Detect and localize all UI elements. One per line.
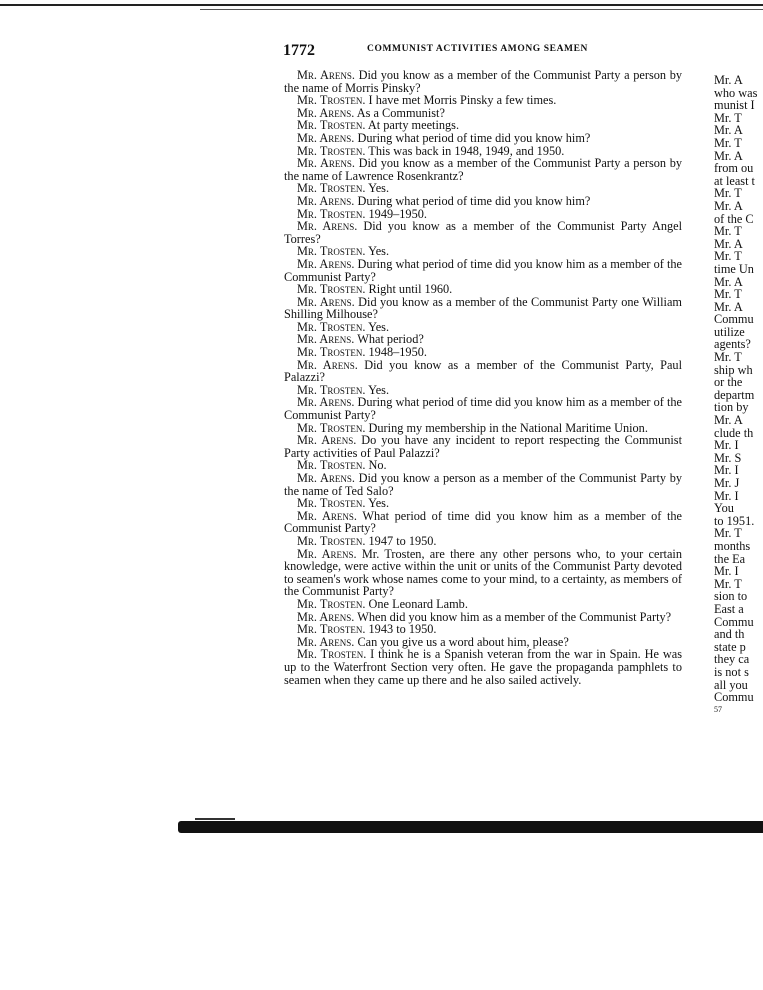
- transcript-paragraph: [284, 548, 682, 598]
- transcript-paragraph: [284, 472, 682, 497]
- speaker-name: Mr. Arens.: [297, 433, 357, 448]
- speaker-name: Mr. Arens.: [297, 156, 355, 171]
- adjacent-page-fragment: [714, 74, 763, 716]
- fragment-line: Mr. T: [714, 110, 742, 125]
- speech-text: Right until 1960.: [365, 282, 453, 297]
- speaker-name: Mr. Trosten.: [297, 533, 366, 548]
- speech-text: Did you know a person as a member of the Communist Party by the name of Ted Salo?: [284, 471, 682, 498]
- speaker-name: Mr. Trosten.: [297, 420, 366, 435]
- speech-text: One Leonard Lamb.: [365, 596, 468, 611]
- transcript-paragraph: [284, 69, 682, 94]
- fragment-line: Mr. A: [714, 413, 743, 428]
- fragment-line: Mr. I: [714, 438, 739, 453]
- speech-text: During what period of time did you know him?: [354, 130, 591, 145]
- transcript-paragraph: [284, 157, 682, 182]
- fragment-line: and th: [714, 627, 745, 642]
- fragment-line: Mr. J: [714, 476, 740, 490]
- transcript-paragraph: [284, 510, 682, 535]
- speaker-name: Mr. Arens.: [297, 332, 355, 347]
- speaker-name: Mr. Arens.: [297, 256, 355, 271]
- speaker-name: Mr. Trosten.: [297, 596, 366, 611]
- speech-text: Did you know as a member of the Communist Party a person by the name of Morris Pinsky?: [284, 68, 682, 95]
- fragment-line: munist I: [714, 98, 755, 113]
- fragment-line: Mr. A: [714, 299, 743, 314]
- speaker-name: Mr. Arens.: [297, 193, 355, 208]
- fragment-line: state p: [714, 639, 746, 654]
- fragment-line: Mr. A: [714, 123, 743, 138]
- fragment-line: Mr. A: [714, 236, 743, 251]
- speech-text: What period?: [354, 332, 424, 347]
- speaker-name: Mr. Arens.: [297, 219, 358, 234]
- speaker-name: Mr. Trosten.: [297, 345, 366, 360]
- scan-bottom-bar: [178, 821, 763, 833]
- fragment-line: the Ea: [714, 551, 746, 566]
- speaker-name: Mr. Arens.: [297, 634, 355, 649]
- speech-text: Did you know as a member of the Communist Party a person by the name of Lawrence Rosenkrantz?: [284, 156, 682, 183]
- fragment-line: from ou: [714, 161, 754, 176]
- speaker-name: Mr. Trosten.: [297, 496, 366, 511]
- transcript-paragraph: [284, 258, 682, 283]
- speech-text: When did you know him as a member of the Communist Party?: [354, 609, 672, 624]
- speech-text: Can you give us a word about him, please?: [354, 634, 569, 649]
- fragment-line: tion by: [714, 400, 749, 415]
- running-head: COMMUNIST ACTIVITIES AMONG SEAMEN: [367, 44, 589, 54]
- fragment-line: at least t: [714, 173, 755, 188]
- speaker-name: Mr. Trosten.: [297, 206, 366, 221]
- speaker-name: Mr. Arens.: [297, 357, 358, 372]
- fragment-line: Mr. S: [714, 450, 742, 465]
- speaker-name: Mr. Trosten.: [297, 319, 366, 334]
- top-border-line-secondary: [200, 9, 763, 10]
- speech-text: Did you know as a member of the Communist Party Angel Torres?: [284, 219, 683, 246]
- fragment-line: 57: [714, 704, 722, 714]
- speech-text: No.: [365, 458, 387, 473]
- speech-text: Yes.: [365, 382, 390, 397]
- fragment-line: ship wh: [714, 362, 753, 377]
- speaker-name: Mr. Trosten.: [297, 622, 366, 637]
- fragment-line: agents?: [714, 337, 751, 352]
- transcript-paragraph: [284, 648, 682, 686]
- page-header: [283, 42, 589, 60]
- speech-text: During what period of time did you know him as a member of the Communist Party?: [284, 395, 682, 423]
- speaker-name: Mr. Trosten.: [297, 458, 366, 473]
- top-border-line: [0, 4, 763, 6]
- transcript-paragraph: [284, 396, 682, 421]
- fragment-line: they ca: [714, 652, 750, 667]
- fragment-line: East a: [714, 601, 744, 616]
- fragment-line: Mr. I: [714, 463, 739, 478]
- fragment-line: Mr. I: [714, 564, 739, 579]
- scan-edge-mark: [195, 818, 235, 820]
- speech-text: At party meetings.: [365, 118, 460, 133]
- fragment-line: Mr. A: [714, 74, 743, 87]
- speaker-name: Mr. Trosten.: [297, 181, 366, 196]
- fragment-line: Mr. T: [714, 224, 742, 239]
- speech-text: During my membership in the National Maritime Union.: [365, 420, 648, 435]
- fragment-line: or the: [714, 375, 743, 390]
- fragment-line: Mr. T: [714, 576, 742, 591]
- speech-text: Did you know as a member of the Communist Party one William Shilling Milhouse?: [284, 294, 682, 322]
- speech-text: During what period of time did you know him as a member of the Communist Party?: [284, 256, 682, 284]
- speech-text: I think he is a Spanish veteran from the war in Spain. He was up to the Waterfront Section very often. He gave the propaganda pamphlets to seamen when they came up there and he also sailed actively.: [284, 647, 683, 687]
- fragment-line: of the C: [714, 211, 754, 226]
- speaker-name: Mr. Arens.: [297, 546, 357, 561]
- fragment-line: utilize: [714, 324, 745, 339]
- fragment-line: is not s: [714, 664, 749, 679]
- speech-text: Yes.: [365, 319, 390, 334]
- speech-text: Did you know as a member of the Communist Party, Paul Palazzi?: [284, 357, 683, 385]
- fragment-line: all you: [714, 677, 748, 692]
- page-number: 1772: [283, 42, 315, 59]
- speech-text: This was back in 1948, 1949, and 1950.: [365, 143, 565, 158]
- fragment-line: months: [714, 538, 751, 553]
- speaker-name: Mr. Arens.: [297, 68, 355, 82]
- fragment-line: Mr. T: [714, 135, 742, 150]
- transcript-column: [284, 69, 682, 686]
- fragment-line: Mr. T: [714, 350, 742, 365]
- fragment-line: Commu: [714, 614, 754, 629]
- speech-text: During what period of time did you know him?: [354, 193, 591, 208]
- speech-text: 1947 to 1950.: [365, 533, 437, 548]
- speech-text: Do you have any incident to report respecting the Communist Party activities of Paul Palazzi?: [284, 433, 683, 460]
- speaker-name: Mr. Trosten.: [297, 118, 366, 133]
- speaker-name: Mr. Arens.: [297, 395, 355, 410]
- speaker-name: Mr. Trosten.: [297, 382, 366, 397]
- speaker-name: Mr. Trosten.: [297, 647, 367, 662]
- fragment-line: Mr. I: [714, 488, 739, 503]
- fragment-line: to 1951.: [714, 513, 755, 528]
- transcript-paragraph: [284, 434, 682, 459]
- transcript-paragraph: [284, 220, 682, 245]
- speech-text: Yes.: [365, 496, 390, 511]
- fragment-line: sion to: [714, 589, 748, 604]
- fragment-line: Commu: [714, 690, 754, 705]
- fragment-line: Mr. T: [714, 526, 742, 541]
- speech-text: Yes.: [365, 244, 390, 259]
- speaker-name: Mr. Arens.: [297, 609, 355, 624]
- speech-text: Mr. Trosten, are there any other persons who, to your certain knowledge, were active within the unit or units of the Communist Party devoted to seamen's work whose names come to your mind, to a certainty, as members of the Communist Party?: [284, 546, 682, 599]
- fragment-line: Commu: [714, 312, 754, 327]
- fragment-line: time Un: [714, 261, 754, 276]
- speech-text: 1943 to 1950.: [365, 622, 437, 637]
- fragment-line: clude th: [714, 425, 754, 440]
- speech-text: Yes.: [365, 181, 390, 196]
- speech-text: 1948–1950.: [365, 345, 427, 360]
- fragment-line: You: [714, 501, 734, 516]
- fragment-line: who was: [714, 85, 758, 100]
- fragment-line: Mr. T: [714, 287, 742, 302]
- speaker-name: Mr. Trosten.: [297, 282, 366, 297]
- speaker-name: Mr. Trosten.: [297, 143, 366, 158]
- speech-text: What period of time did you know him as a member of the Communist Party?: [284, 508, 682, 536]
- speaker-name: Mr. Trosten.: [297, 244, 366, 259]
- fragment-line: Mr. A: [714, 198, 743, 213]
- speaker-name: Mr. Arens.: [297, 294, 355, 309]
- speaker-name: Mr. Arens.: [297, 508, 357, 523]
- transcript-paragraph: [284, 359, 682, 384]
- fragment-line: Mr. A: [714, 274, 743, 289]
- speech-text: As a Communist?: [354, 105, 445, 120]
- speaker-name: Mr. Arens.: [297, 105, 355, 120]
- fragment-line: Mr. T: [714, 186, 742, 201]
- speaker-name: Mr. Trosten.: [297, 93, 366, 108]
- speech-text: I have met Morris Pinsky a few times.: [365, 93, 557, 108]
- speaker-name: Mr. Arens.: [297, 471, 355, 485]
- speech-text: 1949–1950.: [365, 206, 427, 221]
- speaker-name: Mr. Arens.: [297, 130, 355, 145]
- fragment-line: Mr. T: [714, 249, 742, 264]
- transcript-paragraph: [284, 296, 682, 321]
- fragment-line: Mr. A: [714, 148, 743, 163]
- fragment-line: departm: [714, 387, 755, 402]
